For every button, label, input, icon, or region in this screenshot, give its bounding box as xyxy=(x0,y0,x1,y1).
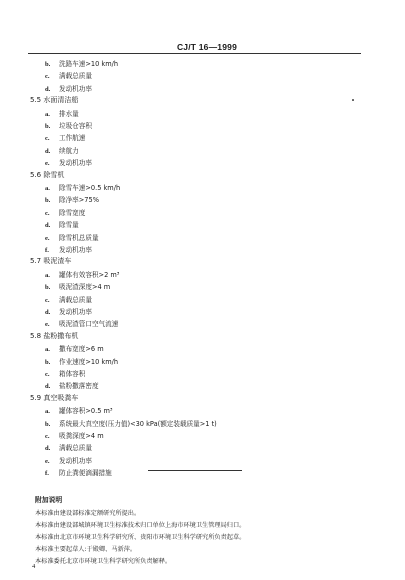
item-marker: e. xyxy=(45,321,50,329)
item-marker: d. xyxy=(45,383,51,391)
item-text: 发动机功率 xyxy=(59,456,92,465)
closing-rule xyxy=(148,470,242,471)
list-item xyxy=(45,83,92,93)
list-item xyxy=(45,232,99,242)
list-item xyxy=(45,418,217,428)
list-item xyxy=(45,244,92,254)
list-item xyxy=(45,207,85,217)
item-marker: f. xyxy=(45,470,49,478)
page-number: 4 xyxy=(32,563,36,570)
list-item xyxy=(45,294,92,304)
item-marker: a. xyxy=(45,271,50,279)
list-item xyxy=(45,380,99,390)
scan-speck xyxy=(352,99,354,101)
item-marker: e. xyxy=(45,234,50,242)
section-title: 5.7 吸泥渣车 xyxy=(30,257,72,266)
section-title: 5.6 除雪机 xyxy=(30,170,65,179)
section-title: 5.9 真空吸粪车 xyxy=(30,393,79,402)
list-item xyxy=(45,368,85,378)
item-text: 发动机功率 xyxy=(59,308,92,316)
list-item xyxy=(45,442,92,452)
item-marker: c. xyxy=(45,433,50,440)
item-marker: d. xyxy=(45,85,51,93)
item-marker: b. xyxy=(45,123,51,130)
item-text: 满载总质量 xyxy=(59,72,92,81)
list-item xyxy=(45,281,110,291)
list-item xyxy=(45,219,79,229)
item-marker: c. xyxy=(45,209,50,217)
list-item xyxy=(45,194,99,204)
item-text: 工作航速 xyxy=(59,134,86,143)
item-text: 吸泥渣管口空气流速 xyxy=(59,320,119,329)
item-text: 满载总质量 xyxy=(59,444,92,453)
item-marker: d. xyxy=(45,147,51,155)
list-item xyxy=(45,182,120,192)
list-item xyxy=(45,269,119,279)
item-marker: d. xyxy=(45,309,51,316)
item-marker: a. xyxy=(45,185,50,192)
item-text: 满载总质量 xyxy=(59,295,92,304)
list-item xyxy=(45,145,79,155)
list-item xyxy=(45,70,92,80)
section-title: 5.8 盐粉撒布机 xyxy=(30,331,79,340)
appendix-line: 本标准主要起草人:于殿卿、马新萍。 xyxy=(35,546,137,554)
item-text: 箱体容积 xyxy=(59,370,86,378)
item-marker: d. xyxy=(45,445,51,453)
list-item xyxy=(45,467,112,477)
item-text: 发动机功率 xyxy=(59,246,92,254)
item-text: 系统最大真空度(压力值)<30 kPa(额定装载质量>1 t) xyxy=(59,419,217,428)
item-marker: b. xyxy=(45,284,51,292)
appendix-line: 本标准由北京市环境卫生科学研究所、贵阳市环境卫生科学研究所负责起草。 xyxy=(35,534,246,542)
item-marker: c. xyxy=(45,73,50,81)
item-marker: c. xyxy=(45,371,50,378)
section-title: 5.5 水面清洁船 xyxy=(30,96,79,105)
item-marker: b. xyxy=(45,197,51,205)
appendix-notes xyxy=(35,494,375,568)
item-text: 除雪宽度 xyxy=(59,208,86,217)
item-marker: c. xyxy=(45,296,50,304)
appendix-title: 附加说明 xyxy=(35,496,63,504)
item-marker: e. xyxy=(45,160,50,168)
item-text: 罐体容积>0.5 m³ xyxy=(59,407,113,416)
list-item xyxy=(45,405,113,415)
list-item xyxy=(45,306,92,316)
list-item xyxy=(45,343,104,353)
item-text: 撒布宽度>6 m xyxy=(59,345,104,354)
item-marker: e. xyxy=(45,457,50,465)
item-text: 除雪量 xyxy=(59,221,79,230)
item-text: 发动机功率 xyxy=(59,159,92,168)
list-item xyxy=(45,455,92,465)
header-rule xyxy=(28,53,361,54)
item-marker: a. xyxy=(45,110,50,118)
item-text: 除雪车速>0.5 km/h xyxy=(59,184,121,192)
item-text: 作业速度>10 km/h xyxy=(59,357,119,366)
list-item xyxy=(45,108,79,118)
item-text: 垃圾仓容积 xyxy=(59,122,92,130)
list-item xyxy=(45,430,104,440)
item-marker: a. xyxy=(45,346,50,354)
list-item xyxy=(45,157,92,167)
list-item xyxy=(45,356,118,366)
item-text: 罐体有效容积>2 m³ xyxy=(59,270,120,279)
appendix-line: 本标准委托北京市环境卫生科学研究所负责解释。 xyxy=(35,558,172,566)
item-text: 除净率>75% xyxy=(59,196,99,205)
item-marker: d. xyxy=(45,222,51,230)
list-item xyxy=(45,120,92,130)
item-text: 吸粪深度>4 m xyxy=(59,432,104,440)
item-text: 洗路车速>10 km/h xyxy=(59,60,119,68)
item-text: 吸泥渣深度>4 m xyxy=(59,283,111,292)
list-item xyxy=(45,58,118,68)
item-text: 排水量 xyxy=(59,109,79,118)
item-text: 盐粉撒落密度 xyxy=(59,382,99,391)
item-text: 续航力 xyxy=(59,146,79,155)
standard-code: CJ/T 16—1999 xyxy=(176,42,237,52)
list-item xyxy=(45,132,85,142)
appendix-line: 本标准由建设部城镇环境卫生标准技术归口单位上海市环境卫生管理局归口。 xyxy=(35,522,246,530)
item-marker: a. xyxy=(45,408,50,416)
item-text: 发动机功率 xyxy=(59,84,92,93)
item-marker: b. xyxy=(45,358,51,366)
list-item xyxy=(45,318,118,328)
item-text: 除雪机总质量 xyxy=(59,233,99,242)
item-marker: b. xyxy=(45,420,51,428)
item-marker: c. xyxy=(45,135,50,143)
appendix-line: 本标准由建设部标准定额研究所提出。 xyxy=(35,510,141,517)
item-text: 防止粪便滴漏措施 xyxy=(59,469,112,478)
item-marker: b. xyxy=(45,61,51,68)
item-marker: f. xyxy=(45,247,49,254)
